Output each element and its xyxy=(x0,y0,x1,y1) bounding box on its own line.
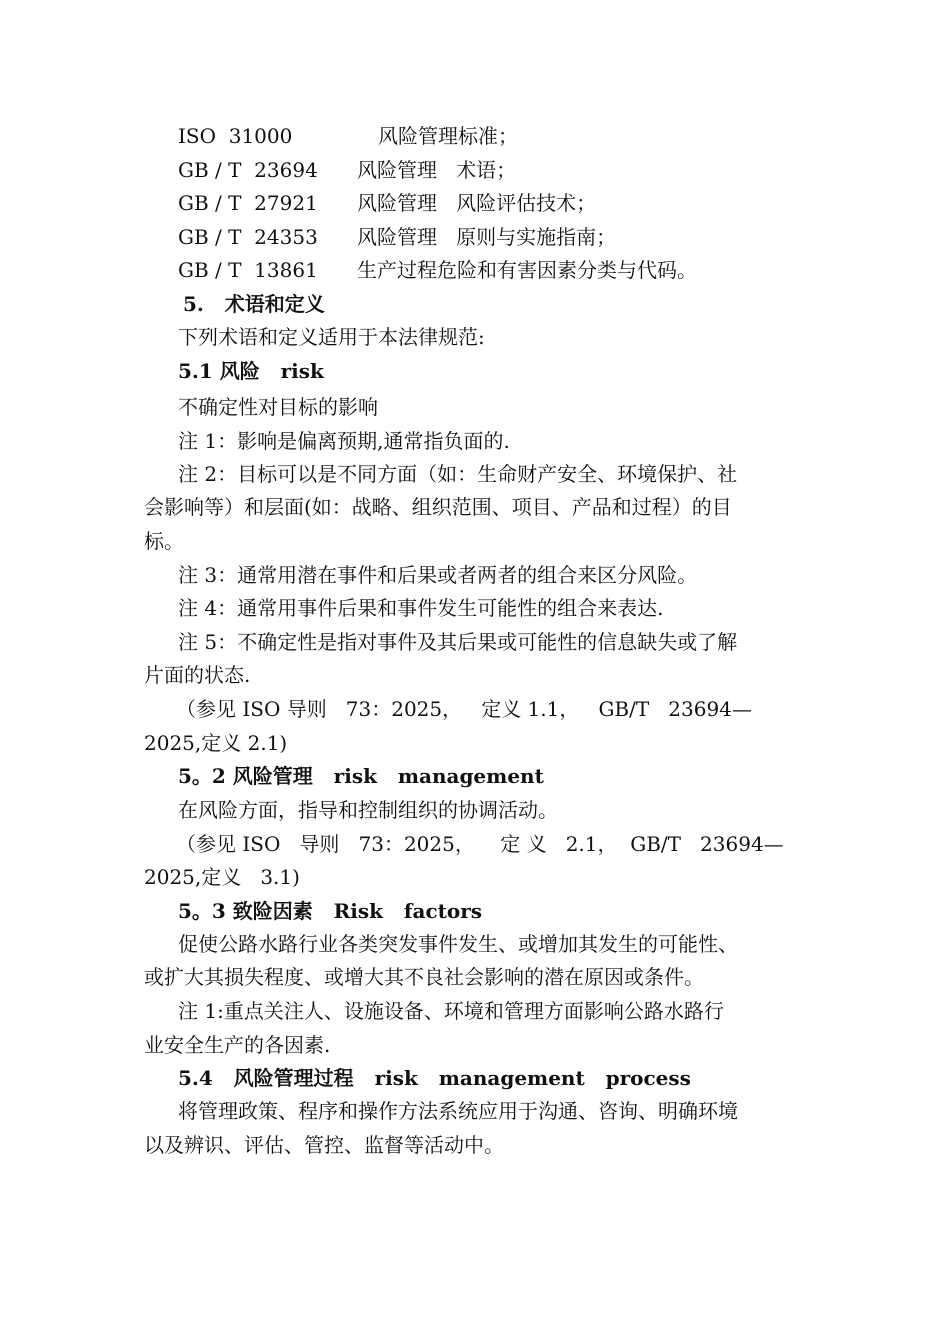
standard-code: GB / T 13861 xyxy=(178,258,318,282)
standard-title: 风险管理标准； xyxy=(378,124,518,148)
term-note: 片面的状态. xyxy=(144,663,251,687)
section-intro: 下列术语和定义适用于本法律规范: xyxy=(178,325,485,349)
term-definition: 或扩大其损失程度、或增大其不良社会影响的潜在原因或条件。 xyxy=(144,965,704,989)
term-note: 注 2：目标可以是不同方面（如：生命财产安全、环境保护、社 xyxy=(178,462,738,486)
term-heading-risk: 5.1 风险 risk xyxy=(178,359,324,383)
term-reference: （参见 ISO 导则 73：2025， 定 义 2.1， GB/T 23694— xyxy=(176,832,784,856)
term-definition: 在风险方面，指导和控制组织的协调活动。 xyxy=(178,798,558,822)
term-note: 注 1:重点关注人、设施设备、环境和管理方面影响公路水路行 xyxy=(178,999,724,1023)
standard-code: GB / T 24353 xyxy=(178,225,318,249)
term-note: 会影响等）和层面(如：战略、组织范围、项目、产品和过程）的目 xyxy=(144,495,732,519)
standard-title: 风险管理 风险评估技术； xyxy=(357,191,597,215)
standard-title: 风险管理 原则与实施指南； xyxy=(357,225,617,249)
standard-code: ISO 31000 xyxy=(178,124,293,148)
term-note: 注 4：通常用事件后果和事件发生可能性的组合来表达. xyxy=(178,596,664,620)
term-reference: （参见 ISO 导则 73：2025， 定义 1.1， GB/T 23694— xyxy=(176,697,752,721)
standard-title: 风险管理 术语； xyxy=(357,158,517,182)
term-note: 注 1：影响是偏离预期,通常指负面的. xyxy=(178,429,510,453)
term-note: 业安全生产的各因素. xyxy=(144,1033,331,1057)
term-reference: 2025,定义 3.1) xyxy=(144,865,300,889)
term-definition: 以及辨识、评估、管控、监督等活动中。 xyxy=(144,1133,504,1157)
term-definition: 不确定性对目标的影响 xyxy=(178,395,378,419)
section-heading: 5. 术语和定义 xyxy=(183,292,325,316)
term-reference: 2025,定义 2.1) xyxy=(144,731,288,755)
term-definition: 促使公路水路行业各类突发事件发生、或增加其发生的可能性、 xyxy=(178,932,738,956)
term-note: 注 5：不确定性是指对事件及其后果或可能性的信息缺失或了解 xyxy=(178,630,738,654)
term-note: 注 3：通常用潜在事件和后果或者两者的组合来区分风险。 xyxy=(178,563,698,587)
standard-code: GB / T 23694 xyxy=(178,158,318,182)
term-definition: 将管理政策、程序和操作方法系统应用于沟通、咨询、明确环境 xyxy=(178,1099,738,1123)
term-note: 标。 xyxy=(144,529,184,553)
standard-title: 生产过程危险和有害因素分类与代码。 xyxy=(357,258,697,282)
term-heading-risk-management: 5。2 风险管理 risk management xyxy=(178,764,544,788)
term-heading-risk-management-process: 5.4 风险管理过程 risk management process xyxy=(178,1066,691,1090)
standard-code: GB / T 27921 xyxy=(178,191,318,215)
term-heading-risk-factors: 5。3 致险因素 Risk factors xyxy=(178,899,483,923)
